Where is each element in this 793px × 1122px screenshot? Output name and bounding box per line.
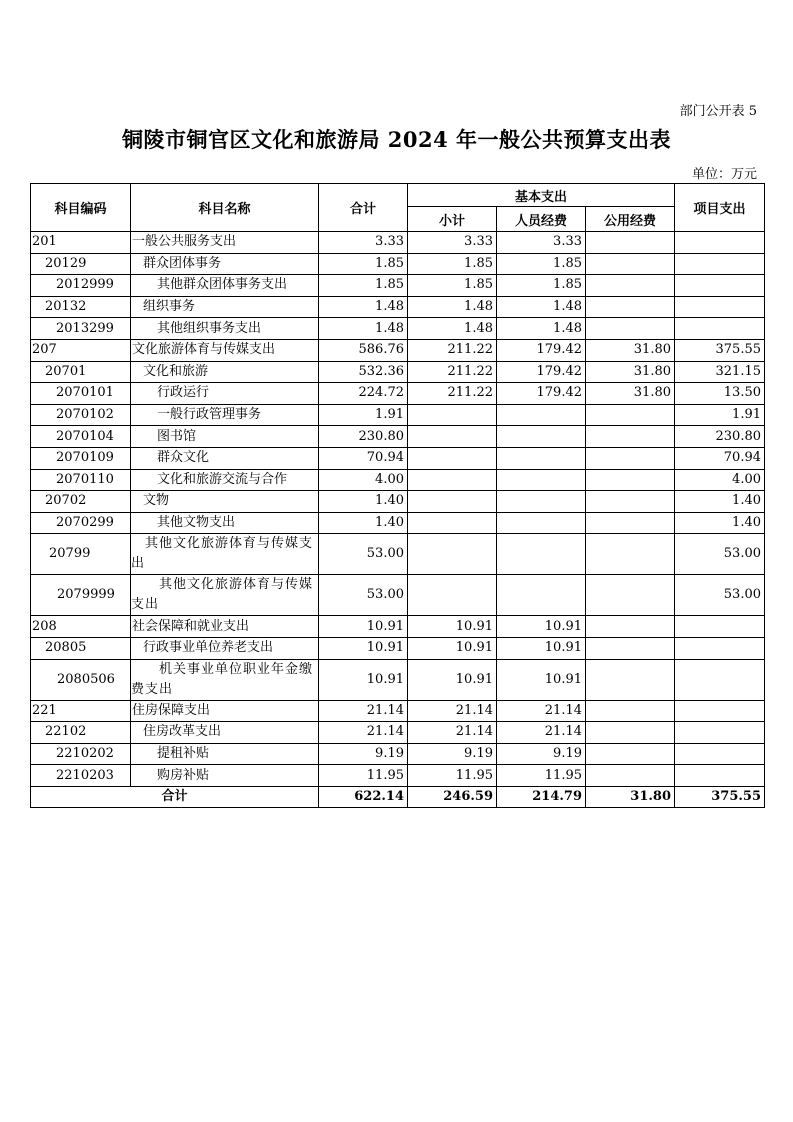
project-value: 375.55 [675, 339, 765, 361]
public-value [586, 318, 675, 340]
personnel-value: 179.42 [497, 339, 586, 361]
subtotal-value: 10.91 [408, 659, 497, 700]
subtotal-value [408, 404, 497, 426]
public-value [586, 637, 675, 659]
total-value: 1.85 [319, 275, 408, 297]
total-value: 1.91 [319, 404, 408, 426]
public-value [586, 447, 675, 469]
subject-name: 提租补贴 [131, 743, 319, 765]
project-value: 321.15 [675, 361, 765, 383]
public-value [586, 534, 675, 575]
personnel-value [497, 575, 586, 616]
total-value: 53.00 [319, 575, 408, 616]
project-value [675, 318, 765, 340]
header-subtotal: 小计 [408, 207, 497, 232]
table-row [31, 743, 765, 765]
personnel-value [497, 534, 586, 575]
subject-name: 其他组织事务支出 [131, 318, 319, 340]
subject-name: 一般行政管理事务 [131, 404, 319, 426]
public-value [586, 426, 675, 448]
subject-name: 行政事业单位养老支出 [131, 637, 319, 659]
subject-name: 文物 [131, 491, 319, 513]
public-value [586, 722, 675, 744]
project-value [675, 275, 765, 297]
header-basic-expenditure: 基本支出 [408, 184, 675, 207]
total-value: 224.72 [319, 383, 408, 405]
subject-code: 208 [31, 616, 131, 638]
form-number-label: 部门公开表 5 [679, 104, 757, 119]
subject-code: 20799 [31, 534, 131, 575]
subject-name: 其他文物支出 [131, 512, 319, 534]
personnel-value: 11.95 [497, 765, 586, 787]
total-value: 11.95 [319, 765, 408, 787]
subtotal-value [408, 426, 497, 448]
project-value: 230.80 [675, 426, 765, 448]
subtotal-value [408, 512, 497, 534]
subject-code: 20702 [31, 491, 131, 513]
table-row [31, 253, 765, 275]
public-value [586, 659, 675, 700]
total-value: 21.14 [319, 722, 408, 744]
subject-name: 其他群众团体事务支出 [131, 275, 319, 297]
subtotal-value: 211.22 [408, 339, 497, 361]
personnel-value [497, 512, 586, 534]
personnel-value: 21.14 [497, 722, 586, 744]
total-value: 9.19 [319, 743, 408, 765]
project-value: 70.94 [675, 447, 765, 469]
table-row [31, 659, 765, 700]
total-value: 1.85 [319, 253, 408, 275]
budget-expenditure-table [30, 183, 765, 808]
total-value: 10.91 [319, 659, 408, 700]
subject-code: 20129 [31, 253, 131, 275]
subject-code: 2210203 [31, 765, 131, 787]
table-row [31, 447, 765, 469]
subject-name: 住房保障支出 [131, 700, 319, 722]
total-value: 586.76 [319, 339, 408, 361]
subtotal-value: 10.91 [408, 637, 497, 659]
subject-name: 群众文化 [131, 447, 319, 469]
subject-code: 221 [31, 700, 131, 722]
subject-code: 22102 [31, 722, 131, 744]
personnel-value: 3.33 [497, 232, 586, 254]
project-value [675, 253, 765, 275]
grand-total-value: 622.14 [319, 786, 408, 808]
project-value: 1.40 [675, 491, 765, 513]
project-value: 53.00 [675, 575, 765, 616]
subject-name: 图书馆 [131, 426, 319, 448]
project-value [675, 637, 765, 659]
subject-code: 2070299 [31, 512, 131, 534]
subject-code: 20132 [31, 296, 131, 318]
subject-code: 2080506 [31, 659, 131, 700]
subject-code: 2013299 [31, 318, 131, 340]
subject-code: 2070110 [31, 469, 131, 491]
table-row [31, 722, 765, 744]
subject-code: 2070102 [31, 404, 131, 426]
table-row [31, 361, 765, 383]
subject-name: 文化旅游体育与传媒支出 [131, 339, 319, 361]
table-row [31, 512, 765, 534]
subtotal-value: 1.48 [408, 318, 497, 340]
subtotal-value [408, 491, 497, 513]
subject-name: 其他文化旅游体育与传媒支出 [131, 575, 319, 616]
personnel-value: 9.19 [497, 743, 586, 765]
public-value [586, 491, 675, 513]
header-public-funds: 公用经费 [586, 207, 675, 232]
header-subject-name: 科目名称 [131, 184, 319, 232]
total-value: 1.40 [319, 491, 408, 513]
subject-name: 文化和旅游 [131, 361, 319, 383]
project-value [675, 700, 765, 722]
subject-name: 行政运行 [131, 383, 319, 405]
table-row [31, 765, 765, 787]
project-value: 4.00 [675, 469, 765, 491]
project-value: 1.40 [675, 512, 765, 534]
project-value [675, 232, 765, 254]
personnel-value: 10.91 [497, 637, 586, 659]
table-row [31, 383, 765, 405]
project-value [675, 296, 765, 318]
subtotal-value: 9.19 [408, 743, 497, 765]
grand-public-value: 31.80 [586, 786, 675, 808]
public-value [586, 253, 675, 275]
subject-name: 机关事业单位职业年金缴费支出 [131, 659, 319, 700]
total-value: 532.36 [319, 361, 408, 383]
personnel-value: 21.14 [497, 700, 586, 722]
project-value [675, 743, 765, 765]
project-value [675, 765, 765, 787]
public-value [586, 232, 675, 254]
total-row-label: 合计 [31, 786, 319, 808]
subtotal-value [408, 469, 497, 491]
personnel-value [497, 447, 586, 469]
table-row [31, 232, 765, 254]
header-project-expenditure: 项目支出 [675, 184, 765, 232]
subject-name: 群众团体事务 [131, 253, 319, 275]
subtotal-value: 1.85 [408, 253, 497, 275]
subject-name: 社会保障和就业支出 [131, 616, 319, 638]
table-row [31, 404, 765, 426]
table-row [31, 296, 765, 318]
personnel-value: 1.48 [497, 296, 586, 318]
subject-name: 住房改革支出 [131, 722, 319, 744]
personnel-value [497, 426, 586, 448]
personnel-value [497, 404, 586, 426]
project-value [675, 722, 765, 744]
public-value [586, 469, 675, 491]
project-value: 53.00 [675, 534, 765, 575]
subject-name: 一般公共服务支出 [131, 232, 319, 254]
project-value: 1.91 [675, 404, 765, 426]
header-subject-code: 科目编码 [31, 184, 131, 232]
subtotal-value: 21.14 [408, 700, 497, 722]
subtotal-value: 1.85 [408, 275, 497, 297]
subject-code: 207 [31, 339, 131, 361]
total-value: 1.40 [319, 512, 408, 534]
personnel-value: 1.85 [497, 275, 586, 297]
total-value: 10.91 [319, 637, 408, 659]
table-row [31, 339, 765, 361]
public-value [586, 275, 675, 297]
table-row [31, 637, 765, 659]
table-row [31, 426, 765, 448]
subtotal-value [408, 447, 497, 469]
total-value: 4.00 [319, 469, 408, 491]
subject-name: 组织事务 [131, 296, 319, 318]
personnel-value [497, 491, 586, 513]
subject-name: 其他文化旅游体育与传媒支出 [131, 534, 319, 575]
total-value: 1.48 [319, 318, 408, 340]
subject-code: 2070109 [31, 447, 131, 469]
total-value: 10.91 [319, 616, 408, 638]
public-value [586, 743, 675, 765]
subject-code: 2070104 [31, 426, 131, 448]
public-value [586, 765, 675, 787]
personnel-value [497, 469, 586, 491]
grand-personnel-value: 214.79 [497, 786, 586, 808]
personnel-value: 10.91 [497, 616, 586, 638]
subtotal-value: 3.33 [408, 232, 497, 254]
total-value: 21.14 [319, 700, 408, 722]
unit-label: 单位：万元 [691, 167, 757, 182]
subtotal-value: 211.22 [408, 361, 497, 383]
table-row [31, 318, 765, 340]
table-row [31, 469, 765, 491]
table-row [31, 575, 765, 616]
header-total: 合计 [319, 184, 408, 232]
subject-code: 20805 [31, 637, 131, 659]
subject-code: 201 [31, 232, 131, 254]
subtotal-value [408, 575, 497, 616]
personnel-value: 179.42 [497, 383, 586, 405]
subject-name: 购房补贴 [131, 765, 319, 787]
subject-code: 2012999 [31, 275, 131, 297]
subject-code: 20701 [31, 361, 131, 383]
personnel-value: 179.42 [497, 361, 586, 383]
public-value [586, 700, 675, 722]
project-value: 13.50 [675, 383, 765, 405]
public-value [586, 404, 675, 426]
subtotal-value: 211.22 [408, 383, 497, 405]
subject-name: 文化和旅游交流与合作 [131, 469, 319, 491]
public-value: 31.80 [586, 339, 675, 361]
public-value [586, 296, 675, 318]
table-row [31, 275, 765, 297]
table-total-row [31, 786, 765, 808]
header-personnel-funds: 人员经费 [497, 207, 586, 232]
subtotal-value: 21.14 [408, 722, 497, 744]
project-value [675, 659, 765, 700]
subtotal-value: 10.91 [408, 616, 497, 638]
subtotal-value: 11.95 [408, 765, 497, 787]
table-row [31, 491, 765, 513]
project-value [675, 616, 765, 638]
public-value: 31.80 [586, 361, 675, 383]
personnel-value: 1.48 [497, 318, 586, 340]
subject-code: 2210202 [31, 743, 131, 765]
public-value [586, 616, 675, 638]
grand-subtotal-value: 246.59 [408, 786, 497, 808]
subtotal-value [408, 534, 497, 575]
table-row [31, 700, 765, 722]
total-value: 70.94 [319, 447, 408, 469]
subtotal-value: 1.48 [408, 296, 497, 318]
personnel-value: 1.85 [497, 253, 586, 275]
total-value: 230.80 [319, 426, 408, 448]
table-row [31, 534, 765, 575]
public-value [586, 512, 675, 534]
total-value: 53.00 [319, 534, 408, 575]
subject-code: 2079999 [31, 575, 131, 616]
subject-code: 2070101 [31, 383, 131, 405]
total-value: 1.48 [319, 296, 408, 318]
total-value: 3.33 [319, 232, 408, 254]
public-value: 31.80 [586, 383, 675, 405]
table-row [31, 616, 765, 638]
grand-project-value: 375.55 [675, 786, 765, 808]
personnel-value: 10.91 [497, 659, 586, 700]
public-value [586, 575, 675, 616]
page-title: 铜陵市铜官区文化和旅游局 2024 年一般公共预算支出表 [121, 127, 672, 152]
